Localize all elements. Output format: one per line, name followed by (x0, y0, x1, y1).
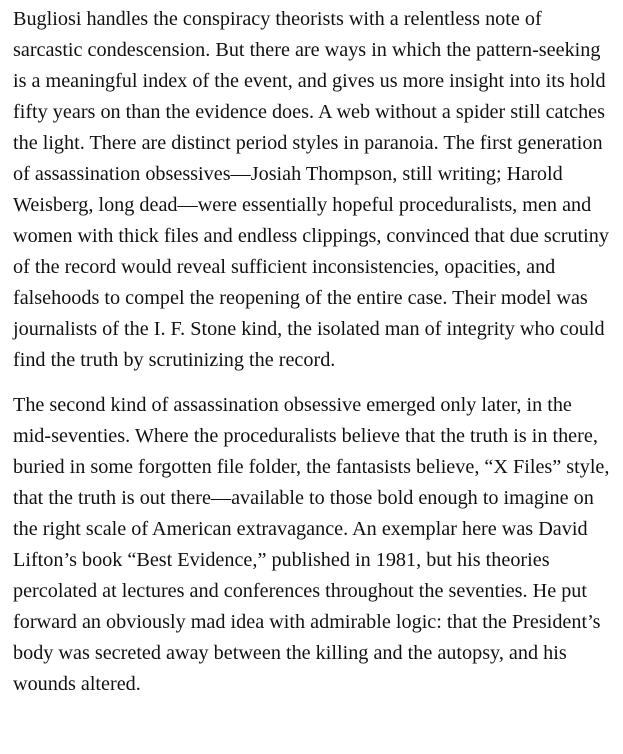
article-paragraph: The second kind of assassination obsessive emerged only later, in the mid-seventies. Where the proceduralists believe that the truth is in there, buried in some forgotten file folder, the fantasists believe, “X Files” style, that the truth is out there—available to those bold enough to imagine on the right scale of American extravagance. An exemplar here was David Lifton’s book “Best Evidence,” published in 1981, but his theories percolated at lectures and conferences throughout the seventies. He put forward an obviously mad idea with admirable logic: that the President’s body was secreted away between the killing and the autopsy, and his wounds altered. (13, 394, 610, 695)
article-paragraph: Bugliosi handles the conspiracy theorists with a relentless note of sarcastic condescension. But there are ways in which the pattern-seeking is a meaningful index of the event, and gives us more insight into its hold fifty years on than the evidence does. A web without a spider still catches the light. There are distinct period styles in paranoia. The first generation of assassination obsessives—Josiah Thompson, still writing; Harold Weisberg, long dead—were essentially hopeful proceduralists, men and women with thick files and endless clippings, convinced that due scrutiny of the record would reveal sufficient inconsistencies, opacities, and falsehoods to compel the reopening of the entire case. Their model was journalists of the I. F. Stone kind, the isolated man of integrity who could find the truth by scrutinizing the record. (13, 8, 609, 371)
